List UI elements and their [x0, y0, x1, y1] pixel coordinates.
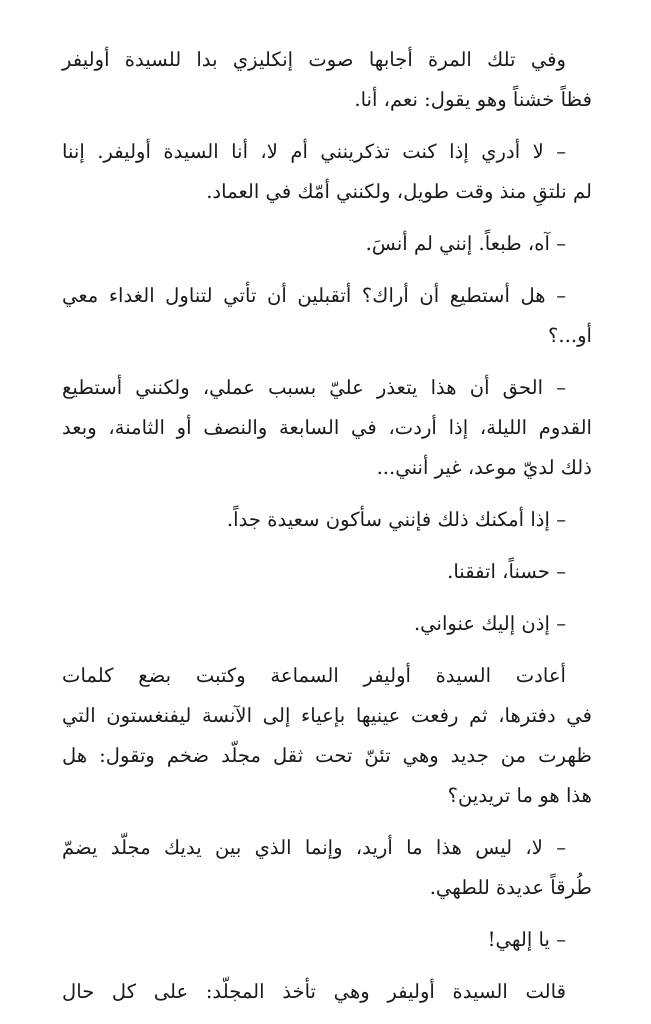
text-line: لم نلتقِ منذ وقت طويل، ولكنني أمّك في العماد.: [206, 180, 592, 203]
paragraph: [62, 40, 592, 120]
text-line: فظاً خشناً وهو يقول: نعم، أنا.: [354, 88, 592, 111]
paragraph: [62, 276, 592, 356]
text-line: القدوم الليلة، إذا أردت، في السابعة والنصف أو الثامنة، وبعد: [62, 416, 592, 439]
text-line: – آه، طبعاً. إنني لم أنسَ.: [365, 232, 566, 255]
paragraph: [62, 132, 592, 212]
paragraph: [62, 920, 592, 960]
text-line: ظهرت من جديد وهي تئنّ تحت ثقل مجلّد ضخم وتقول: هل: [62, 744, 592, 767]
text-line: – هل أستطيع أن أراك؟ أتقبلين أن تأتي لتناول الغداء معي: [62, 284, 566, 307]
text-line: طُرقاً عديدة للطهي.: [429, 876, 592, 899]
paragraph: [62, 500, 592, 540]
text-line: – يا إلهي!: [487, 928, 566, 951]
paragraph: [62, 224, 592, 264]
text-line: أعادت السيدة أوليفر السماعة وكتبت بضع كلمات: [62, 664, 566, 687]
text-line: أو...؟: [548, 324, 592, 347]
book-page: [62, 40, 592, 1024]
paragraph: [62, 972, 592, 1012]
paragraph: [62, 552, 592, 592]
text-line: هذا هو ما تريدين؟: [447, 784, 592, 807]
paragraph: [62, 656, 592, 816]
text-line: – إذن إليك عنواني.: [413, 612, 566, 635]
text-line: – الحق أن هذا يتعذر عليّ بسبب عملي، ولكنني أستطيع: [62, 376, 566, 399]
text-line: في دفترها، ثم رفعت عينيها بإعياء إلى الآنسة ليفنغستون التي: [62, 704, 592, 727]
text-line: وفي تلك المرة أجابها صوت إنكليزي بدا للسيدة أوليفر: [62, 48, 566, 71]
text-line: – حسناً، اتفقنا.: [447, 560, 566, 583]
paragraph: [62, 368, 592, 488]
text-line: قالت السيدة أوليفر وهي تأخذ المجلّد: على كل حال: [62, 980, 566, 1003]
paragraph: [62, 828, 592, 908]
text-line: – لا، ليس هذا ما أريد، وإنما الذي بين يديك مجلّد يضمّ: [62, 836, 566, 859]
paragraph: [62, 604, 592, 644]
text-line: ذلك لديّ موعد، غير أنني...: [376, 456, 592, 479]
text-line: – لا أدري إذا كنت تذكرينني أم لا، أنا السيدة أوليفر. إننا: [62, 140, 566, 163]
text-line: – إذا أمكنك ذلك فإنني سأكون سعيدة جداً.: [226, 508, 566, 531]
